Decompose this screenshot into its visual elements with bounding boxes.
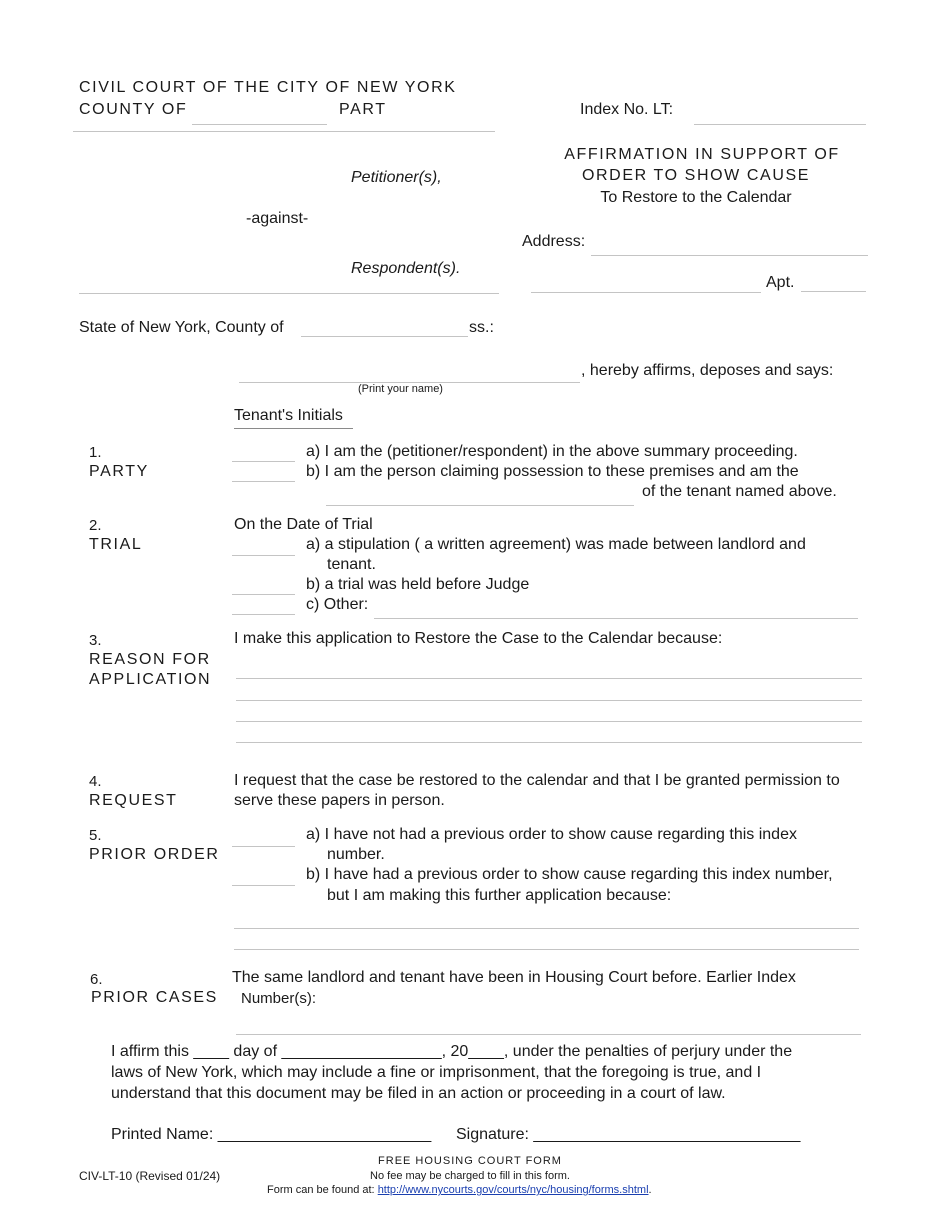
- other-field[interactable]: [374, 618, 858, 619]
- initials-5a-field[interactable]: [232, 846, 295, 847]
- reason-line-3[interactable]: [236, 721, 862, 722]
- index-no-label: Index No. LT:: [580, 101, 674, 118]
- form-location: [267, 1184, 652, 1196]
- initials-2b-field[interactable]: [232, 594, 295, 595]
- relationship-field[interactable]: [326, 505, 634, 506]
- index-no-field[interactable]: [694, 124, 866, 125]
- further-reason-line-1[interactable]: [234, 928, 859, 929]
- section-6-line1: The same landlord and tenant have been in Housing Court before. Earlier Index: [232, 969, 796, 986]
- apt-label: Apt.: [766, 274, 795, 291]
- section-6-line2: Number(s):: [241, 990, 317, 1007]
- section-5-label: PRIOR ORDER: [89, 846, 220, 863]
- signature-field[interactable]: Signature: ______________________________: [456, 1126, 801, 1143]
- free-form-notice: FREE HOUSING COURT FORM: [378, 1155, 562, 1167]
- affirms-text: , hereby affirms, deposes and says:: [581, 362, 834, 379]
- further-reason-line-2[interactable]: [234, 949, 859, 950]
- earlier-index-field[interactable]: [236, 1034, 861, 1035]
- header-divider: [73, 131, 495, 132]
- title-line2: ORDER TO SHOW CAUSE: [581, 167, 811, 184]
- ss-label: ss.:: [469, 319, 494, 336]
- respondents-label: Respondent(s).: [351, 260, 461, 277]
- tenant-initials-underline: [234, 428, 353, 429]
- forms-url-link[interactable]: http://www.nycourts.gov/courts/nyc/housing/forms.shtml: [377, 1184, 649, 1196]
- court-name: CIVIL COURT OF THE CITY OF NEW YORK: [79, 79, 457, 96]
- county-label: COUNTY OF: [79, 101, 188, 118]
- venue-county-field[interactable]: [301, 336, 468, 337]
- section-3-label-line2: APPLICATION: [89, 671, 212, 688]
- address-field[interactable]: [591, 255, 868, 256]
- title-line3: To Restore to the Calendar: [600, 189, 792, 206]
- section-3-number: 3.: [89, 632, 102, 649]
- affirmation-line1: I affirm this ____ day of __________________, 20____, under the penalties of perjury under the: [111, 1043, 793, 1060]
- section-3-label-line1: REASON FOR: [89, 651, 211, 668]
- printed-name-field[interactable]: Printed Name: ________________________: [111, 1126, 432, 1143]
- section-2-intro: On the Date of Trial: [234, 516, 373, 533]
- section-5b-text: b) I have had a previous order to show cause regarding this index number,: [306, 866, 833, 883]
- section-4-label: REQUEST: [89, 792, 178, 809]
- section-5a-text: a) I have not had a previous order to show cause regarding this index: [306, 826, 797, 843]
- section-4-line2: serve these papers in person.: [234, 792, 445, 809]
- state-county-label: State of New York, County of: [79, 319, 284, 336]
- initials-1a-field[interactable]: [232, 461, 295, 462]
- section-1b-tail: of the tenant named above.: [642, 483, 837, 500]
- form-location-label: Form can be found at:: [267, 1184, 375, 1196]
- print-name-hint: (Print your name): [358, 383, 443, 395]
- section-2c-text: c) Other:: [306, 596, 369, 613]
- section-1-number: 1.: [89, 444, 102, 461]
- part-label: PART: [339, 101, 387, 118]
- section-5a-text-cont: number.: [327, 846, 385, 863]
- address-line2-field[interactable]: [531, 292, 761, 293]
- reason-line-4[interactable]: [236, 742, 862, 743]
- section-1a-text: a) I am the (petitioner/respondent) in the above summary proceeding.: [306, 443, 798, 460]
- section-3-text: I make this application to Restore the Case to the Calendar because:: [234, 630, 723, 647]
- apt-field[interactable]: [801, 291, 866, 292]
- section-6-label: PRIOR CASES: [91, 989, 218, 1006]
- section-2b-text: b) a trial was held before Judge: [306, 576, 530, 593]
- affirmation-line3: understand that this document may be filed in an action or proceeding in a court of law.: [111, 1085, 726, 1102]
- initials-2a-field[interactable]: [232, 555, 295, 556]
- address-label: Address:: [522, 233, 586, 250]
- initials-5b-field[interactable]: [232, 885, 295, 886]
- reason-line-1[interactable]: [236, 678, 862, 679]
- section-2a-text-cont: tenant.: [327, 556, 376, 573]
- section-2-number: 2.: [89, 517, 102, 534]
- title-line1: AFFIRMATION IN SUPPORT OF: [564, 146, 840, 163]
- form-location-period: .: [648, 1184, 652, 1196]
- section-2a-text: a) a stipulation ( a written agreement) was made between landlord and: [306, 536, 806, 553]
- initials-1b-field[interactable]: [232, 481, 295, 482]
- initials-2c-field[interactable]: [232, 614, 295, 615]
- section-1b-text: b) I am the person claiming possession to these premises and am the: [306, 463, 799, 480]
- section-6-number: 6.: [90, 971, 103, 988]
- caption-divider: [79, 293, 499, 294]
- section-5-number: 5.: [89, 827, 102, 844]
- tenant-initials-heading: Tenant's Initials: [234, 407, 343, 424]
- section-2-label: TRIAL: [89, 536, 143, 553]
- section-1-label: PARTY: [89, 463, 149, 480]
- petitioners-label: Petitioner(s),: [351, 169, 442, 186]
- reason-line-2[interactable]: [236, 700, 862, 701]
- section-4-line1: I request that the case be restored to the calendar and that I be granted permission to: [234, 772, 840, 789]
- section-5b-text-cont: but I am making this further application because:: [327, 887, 672, 904]
- against-label: -against-: [246, 210, 309, 227]
- section-4-number: 4.: [89, 773, 102, 790]
- no-fee-notice: No fee may be charged to fill in this form.: [370, 1170, 570, 1182]
- county-field[interactable]: [192, 124, 327, 125]
- affirmation-line2: laws of New York, which may include a fine or imprisonment, that the foregoing is true, and I: [111, 1064, 762, 1081]
- form-id: CIV-LT-10 (Revised 01/24): [79, 1169, 221, 1183]
